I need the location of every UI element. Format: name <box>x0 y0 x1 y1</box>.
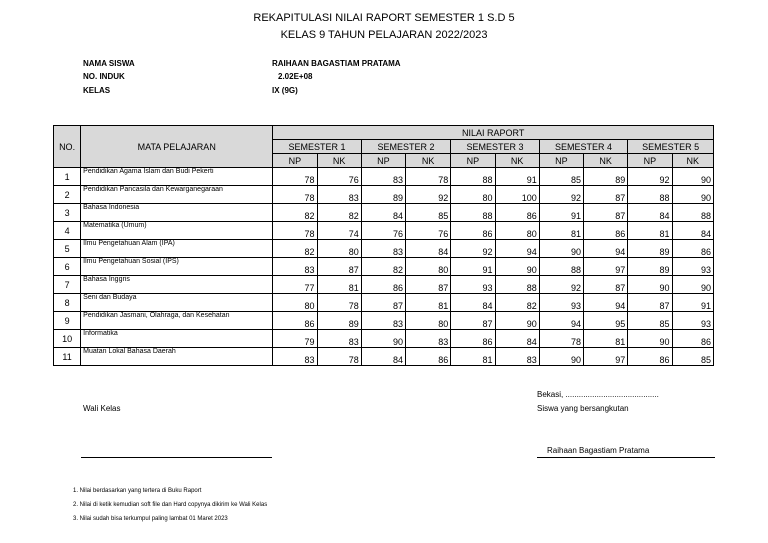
np-score-cell: 79 <box>273 330 317 348</box>
place-date: Bekasi, .......................................... <box>537 390 659 399</box>
subject-header: MATA PELAJARAN <box>81 126 273 168</box>
nk-score-cell: 88 <box>495 276 539 294</box>
nk-score-cell: 76 <box>317 168 361 186</box>
np-score-cell: 90 <box>361 330 405 348</box>
grade-rows <box>54 168 714 366</box>
np-score-cell: 88 <box>628 186 672 204</box>
np-score-cell: 87 <box>451 312 495 330</box>
nilai-raport-header: NILAI RAPORT <box>273 126 714 140</box>
np-score-cell: 90 <box>539 240 583 258</box>
nk-score-cell: 87 <box>406 276 451 294</box>
nk-score-cell: 76 <box>406 222 451 240</box>
np-score-cell: 90 <box>539 348 583 366</box>
np-score-cell: 81 <box>451 348 495 366</box>
nk-score-cell: 87 <box>317 258 361 276</box>
table-row <box>54 330 714 348</box>
np-score-cell: 83 <box>273 258 317 276</box>
row-number: 2 <box>54 186 81 204</box>
np-score-cell: 87 <box>628 294 672 312</box>
subject-name: Pendidikan Jasmani, Olahraga, dan Kesehatan <box>81 312 273 330</box>
np-score-cell: 80 <box>451 186 495 204</box>
np-score-cell: 89 <box>628 258 672 276</box>
wali-kelas-signature-line <box>81 457 272 458</box>
nk-score-cell: 83 <box>317 186 361 204</box>
np-score-cell: 92 <box>451 240 495 258</box>
subject-name: Ilmu Pengetahuan Alam (IPA) <box>81 240 273 258</box>
nk-score-cell: 78 <box>317 348 361 366</box>
np-score-cell: 89 <box>361 186 405 204</box>
nk-score-cell: 74 <box>317 222 361 240</box>
np-score-cell: 78 <box>273 168 317 186</box>
np-score-cell: 86 <box>361 276 405 294</box>
semester-header: SEMESTER 4 <box>539 140 628 154</box>
nk-score-cell: 90 <box>495 312 539 330</box>
nk-score-cell: 81 <box>406 294 451 312</box>
semester-header: SEMESTER 2 <box>361 140 451 154</box>
nk-score-cell: 84 <box>495 330 539 348</box>
np-header: NP <box>451 154 495 168</box>
np-score-cell: 83 <box>361 168 405 186</box>
nk-header: NK <box>495 154 539 168</box>
np-score-cell: 84 <box>361 204 405 222</box>
table-row <box>54 276 714 294</box>
np-score-cell: 82 <box>273 240 317 258</box>
np-score-cell: 83 <box>273 348 317 366</box>
nk-score-cell: 89 <box>317 312 361 330</box>
table-row <box>54 348 714 366</box>
np-score-cell: 77 <box>273 276 317 294</box>
nk-score-cell: 86 <box>406 348 451 366</box>
table-row <box>54 186 714 204</box>
np-score-cell: 86 <box>628 348 672 366</box>
row-number: 4 <box>54 222 81 240</box>
row-number: 1 <box>54 168 81 186</box>
nk-score-cell: 89 <box>584 168 628 186</box>
nk-score-cell: 90 <box>495 258 539 276</box>
nk-score-cell: 93 <box>672 312 713 330</box>
subject-name: Bahasa Indonesia <box>81 204 273 222</box>
nk-score-cell: 80 <box>495 222 539 240</box>
np-score-cell: 76 <box>361 222 405 240</box>
np-score-cell: 81 <box>539 222 583 240</box>
np-score-cell: 94 <box>539 312 583 330</box>
np-score-cell: 82 <box>361 258 405 276</box>
student-class-value: IX (9G) <box>272 86 298 95</box>
subject-name: Pendidikan Pancasila dan Kewarganegaraan <box>81 186 273 204</box>
nk-score-cell: 86 <box>495 204 539 222</box>
nk-score-cell: 82 <box>317 204 361 222</box>
nk-score-cell: 97 <box>584 348 628 366</box>
np-score-cell: 82 <box>273 204 317 222</box>
note-item: 2. Nilai di ketik kemudian soft file dan Hard copynya dikirim ke Wali Kelas <box>73 502 268 508</box>
nk-score-cell: 92 <box>406 186 451 204</box>
np-score-cell: 90 <box>628 330 672 348</box>
nk-score-cell: 94 <box>584 240 628 258</box>
document-subtitle: KELAS 9 TAHUN PELAJARAN 2022/2023 <box>280 29 488 41</box>
wali-kelas-label: Wali Kelas <box>83 404 121 413</box>
table-row <box>54 258 714 276</box>
row-number: 8 <box>54 294 81 312</box>
subject-name: Matematika (Umum) <box>81 222 273 240</box>
np-header: NP <box>539 154 583 168</box>
nk-score-cell: 82 <box>495 294 539 312</box>
nk-score-cell: 95 <box>584 312 628 330</box>
np-score-cell: 89 <box>628 240 672 258</box>
note-item: 3. Nilai sudah bisa terkumpul paling lambat 01 Maret 2023 <box>73 516 228 522</box>
np-score-cell: 88 <box>451 168 495 186</box>
np-score-cell: 78 <box>273 186 317 204</box>
nk-header: NK <box>672 154 713 168</box>
grades-table <box>53 125 714 366</box>
nk-score-cell: 78 <box>317 294 361 312</box>
row-number: 7 <box>54 276 81 294</box>
np-score-cell: 86 <box>451 222 495 240</box>
student-signature-name: Raihaan Bagastiam Pratama <box>547 446 650 455</box>
table-row <box>54 312 714 330</box>
semester-header: SEMESTER 5 <box>628 140 714 154</box>
np-score-cell: 78 <box>273 222 317 240</box>
np-score-cell: 88 <box>451 204 495 222</box>
np-score-cell: 84 <box>628 204 672 222</box>
row-number: 9 <box>54 312 81 330</box>
nk-score-cell: 91 <box>672 294 713 312</box>
student-id-label: NO. INDUK <box>83 72 125 81</box>
student-id-value: 2.02E+08 <box>278 72 313 81</box>
np-score-cell: 80 <box>273 294 317 312</box>
student-signature-label: Siswa yang bersangkutan <box>537 404 629 413</box>
nk-score-cell: 87 <box>584 186 628 204</box>
subject-name: Pendidikan Agama Islam dan Budi Pekerti <box>81 168 273 186</box>
np-score-cell: 91 <box>539 204 583 222</box>
nk-header: NK <box>584 154 628 168</box>
nk-score-cell: 90 <box>672 186 713 204</box>
nk-score-cell: 86 <box>584 222 628 240</box>
nk-score-cell: 86 <box>672 240 713 258</box>
nk-score-cell: 100 <box>495 186 539 204</box>
nk-score-cell: 94 <box>495 240 539 258</box>
semester-header: SEMESTER 3 <box>451 140 540 154</box>
subject-name: Informatika <box>81 330 273 348</box>
np-score-cell: 81 <box>628 222 672 240</box>
nk-header: NK <box>406 154 451 168</box>
nk-score-cell: 85 <box>406 204 451 222</box>
nk-score-cell: 97 <box>584 258 628 276</box>
table-row <box>54 240 714 258</box>
np-score-cell: 86 <box>273 312 317 330</box>
nk-score-cell: 90 <box>672 168 713 186</box>
subject-name: Bahasa Inggris <box>81 276 273 294</box>
np-score-cell: 92 <box>539 186 583 204</box>
np-score-cell: 88 <box>539 258 583 276</box>
row-number: 6 <box>54 258 81 276</box>
nk-score-cell: 90 <box>672 276 713 294</box>
np-score-cell: 84 <box>361 348 405 366</box>
nk-score-cell: 87 <box>584 276 628 294</box>
nk-score-cell: 81 <box>584 330 628 348</box>
np-score-cell: 87 <box>361 294 405 312</box>
nk-score-cell: 91 <box>495 168 539 186</box>
nk-score-cell: 80 <box>406 312 451 330</box>
document-title: REKAPITULASI NILAI RAPORT SEMESTER 1 S.D 5 <box>253 12 515 24</box>
student-signature-line <box>537 457 715 458</box>
table-row <box>54 294 714 312</box>
row-number: 10 <box>54 330 81 348</box>
nk-score-cell: 84 <box>406 240 451 258</box>
student-class-label: KELAS <box>83 86 111 95</box>
table-row <box>54 168 714 186</box>
student-name-label: NAMA SISWA <box>83 59 135 68</box>
np-header: NP <box>628 154 672 168</box>
nk-score-cell: 85 <box>672 348 713 366</box>
row-number: 5 <box>54 240 81 258</box>
semester-header: SEMESTER 1 <box>273 140 362 154</box>
nk-score-cell: 94 <box>584 294 628 312</box>
np-score-cell: 92 <box>539 276 583 294</box>
np-header: NP <box>273 154 317 168</box>
subject-name: Seni dan Budaya <box>81 294 273 312</box>
nk-score-cell: 83 <box>495 348 539 366</box>
no-header: NO. <box>54 126 81 168</box>
np-score-cell: 85 <box>539 168 583 186</box>
np-score-cell: 84 <box>451 294 495 312</box>
subject-name: Ilmu Pengetahuan Sosial (IPS) <box>81 258 273 276</box>
np-score-cell: 92 <box>628 168 672 186</box>
np-score-cell: 78 <box>539 330 583 348</box>
nk-score-cell: 84 <box>672 222 713 240</box>
nk-score-cell: 83 <box>406 330 451 348</box>
np-score-cell: 93 <box>539 294 583 312</box>
np-score-cell: 90 <box>628 276 672 294</box>
subject-name: Muatan Lokal Bahasa Daerah <box>81 348 273 366</box>
nk-score-cell: 80 <box>317 240 361 258</box>
table-row <box>54 204 714 222</box>
note-item: 1. Nilai berdasarkan yang tertera di Buku Raport <box>73 488 202 494</box>
np-score-cell: 93 <box>451 276 495 294</box>
np-score-cell: 85 <box>628 312 672 330</box>
nk-score-cell: 87 <box>584 204 628 222</box>
row-number: 3 <box>54 204 81 222</box>
np-score-cell: 83 <box>361 312 405 330</box>
nk-score-cell: 93 <box>672 258 713 276</box>
np-header: NP <box>361 154 405 168</box>
row-number: 11 <box>54 348 81 366</box>
np-score-cell: 86 <box>451 330 495 348</box>
np-score-cell: 83 <box>361 240 405 258</box>
nk-score-cell: 78 <box>406 168 451 186</box>
nk-score-cell: 80 <box>406 258 451 276</box>
nk-score-cell: 81 <box>317 276 361 294</box>
nk-header: NK <box>317 154 361 168</box>
student-name-value: RAIHAAN BAGASTIAM PRATAMA <box>272 59 401 68</box>
np-score-cell: 91 <box>451 258 495 276</box>
nk-score-cell: 83 <box>317 330 361 348</box>
table-row <box>54 222 714 240</box>
nk-score-cell: 88 <box>672 204 713 222</box>
nk-score-cell: 86 <box>672 330 713 348</box>
